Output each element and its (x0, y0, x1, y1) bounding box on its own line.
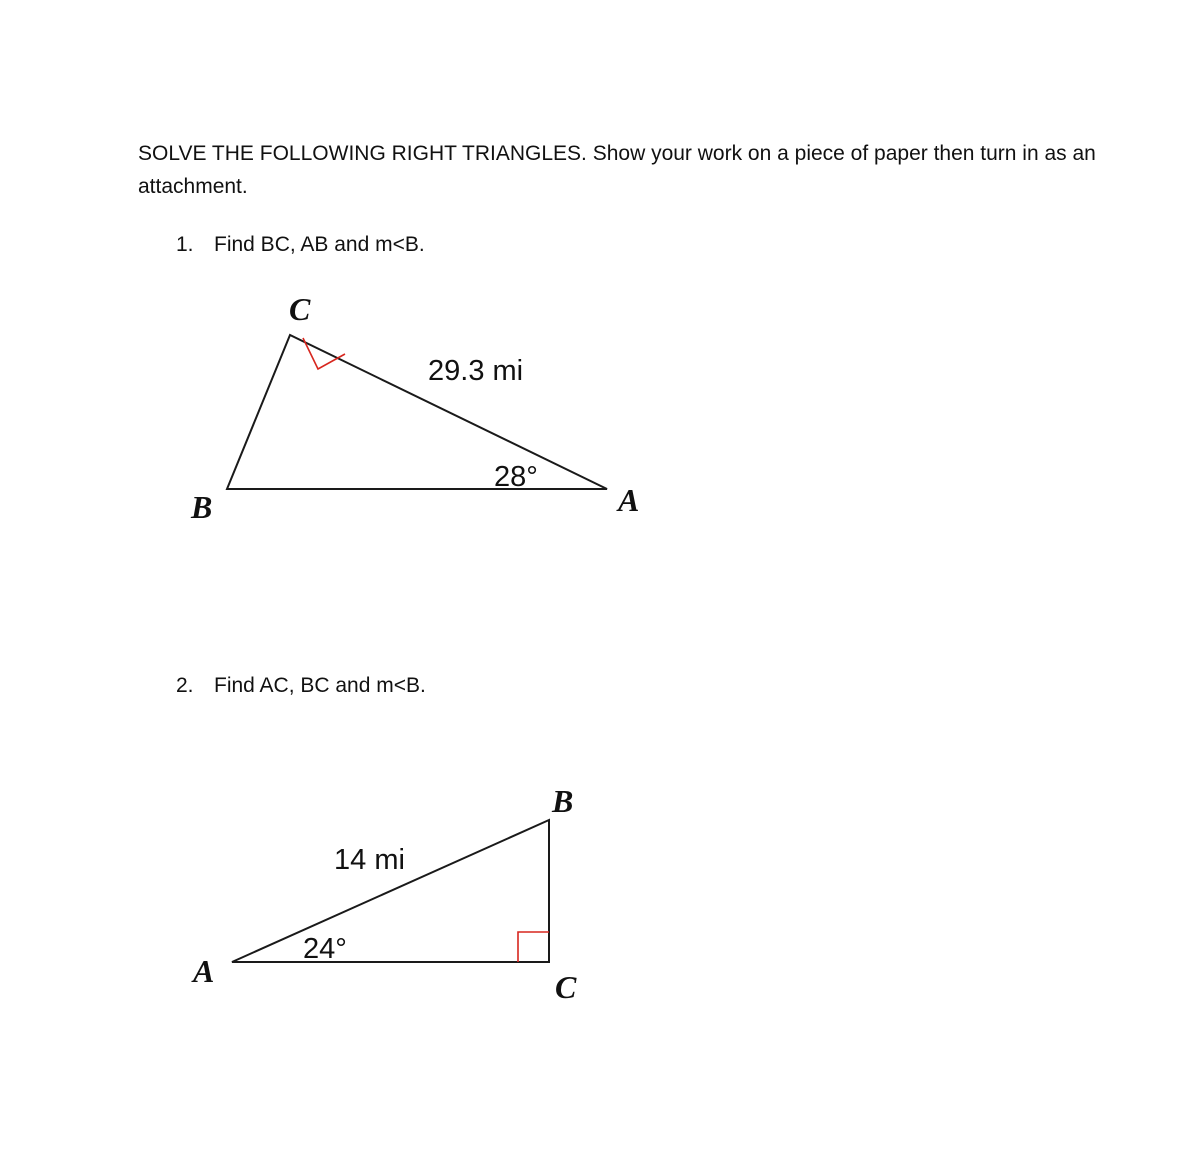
right-angle-marker (518, 932, 549, 962)
hypotenuse-length-label: 29.3 mi (428, 355, 524, 387)
question-prompt: Find AC, BC and m<B. (214, 674, 426, 697)
vertex-label-left: A (193, 953, 215, 989)
vertex-label-top: B (552, 783, 574, 819)
vertex-label-top: C (289, 291, 311, 327)
hypotenuse-length-label: 14 mi (334, 844, 405, 876)
angle-measure-label: 24° (303, 933, 347, 965)
vertex-label-left: B (191, 489, 213, 525)
vertex-label-bottom: C (555, 969, 577, 1005)
question-2 (176, 671, 426, 701)
question-number: 1. (176, 233, 194, 256)
vertex-label-right: A (618, 482, 640, 518)
triangle-1-outline (227, 335, 607, 489)
instructions-text: SOLVE THE FOLLOWING RIGHT TRIANGLES. Show your work on a piece of paper then turn in as an attachment. (138, 142, 1096, 198)
question-prompt: Find BC, AB and m<B. (214, 233, 425, 256)
triangle-2-outline (232, 820, 549, 962)
question-1 (176, 230, 425, 260)
angle-measure-label: 28° (494, 461, 538, 493)
triangle-figure-1 (0, 280, 700, 540)
right-angle-marker (303, 338, 345, 369)
question-number: 2. (176, 674, 194, 697)
triangle-figure-2 (0, 770, 700, 1030)
